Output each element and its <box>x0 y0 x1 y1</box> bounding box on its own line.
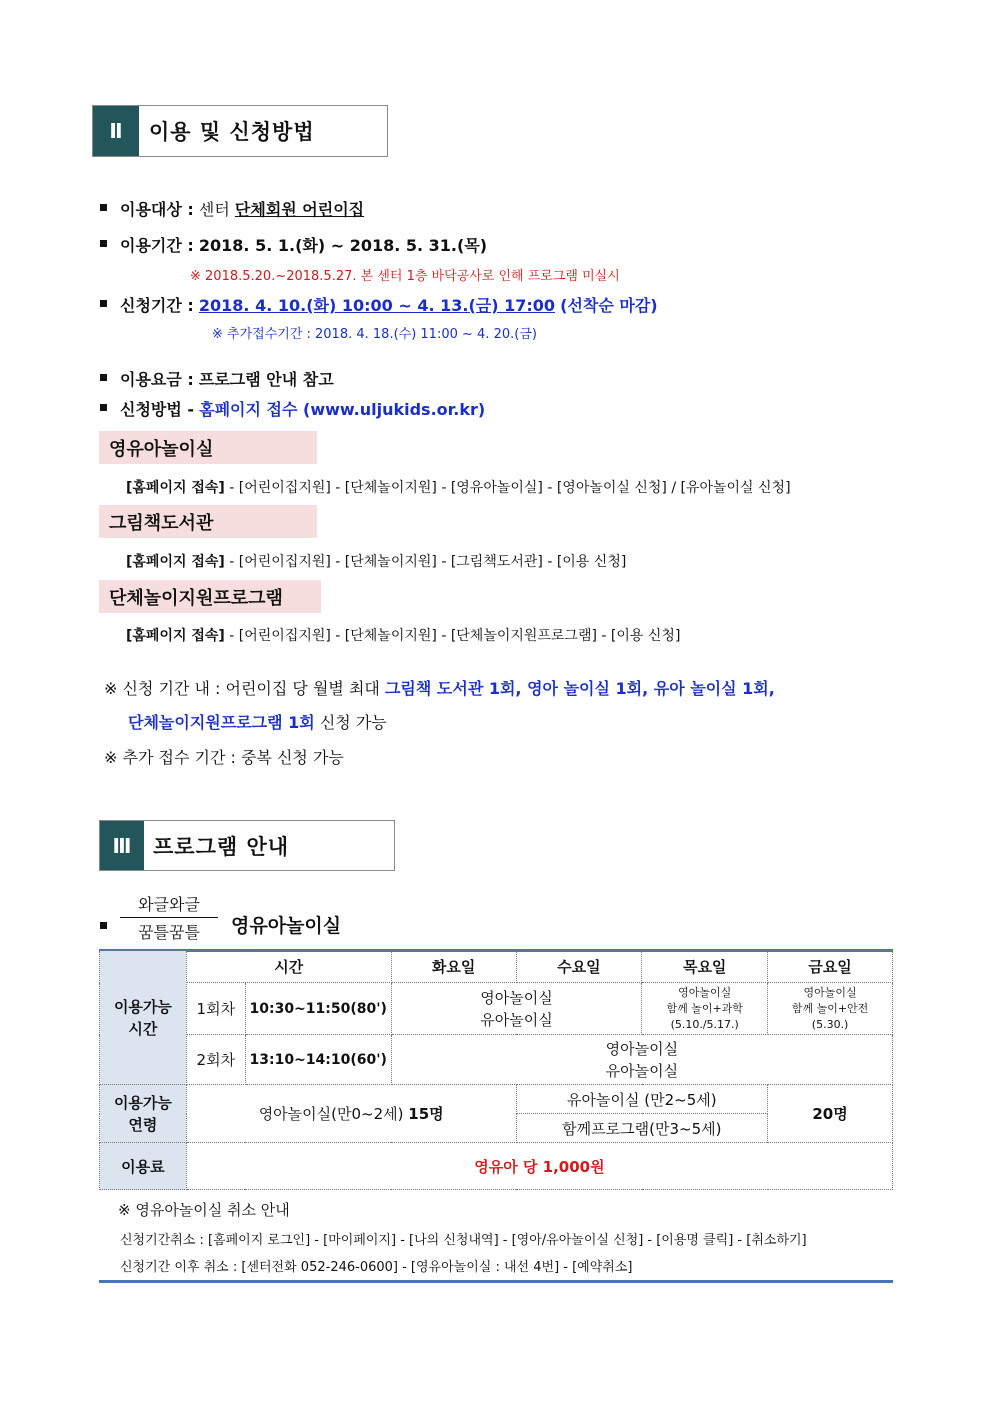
row-label-fee: 이용료 <box>100 1143 187 1190</box>
section-2-header <box>92 105 388 157</box>
program-name: 영유아놀이실 <box>231 915 342 937</box>
row-label-age: 이용가능 연령 <box>100 1085 187 1143</box>
bullet-icon <box>100 240 107 247</box>
table-bottom-border <box>99 1280 893 1283</box>
apply-line <box>120 293 658 316</box>
apply-note: ※ 추가접수기간 : 2018. 4. 18.(수) 11:00 ~ 4. 20.(금) <box>212 327 537 342</box>
method-label: 신청방법 - <box>120 400 195 419</box>
period-note: ※ 2018.5.20.~2018.5.27. 본 센터 1층 바닥공사로 인해 프로그램 미실시 <box>190 269 620 284</box>
session-2-label: 2회차 <box>186 1035 245 1085</box>
program-top: 와글와글 <box>120 892 218 918</box>
path-steps: - [어린이집지원] - [단체놀이지원] - [그림책도서관] - [이용 신청] <box>224 554 627 570</box>
row-label-time: 이용가능 시간 <box>100 951 187 1085</box>
age-toddler-count: 20명 <box>768 1085 893 1143</box>
fee-label: 이용요금 : <box>120 370 194 389</box>
header-fri: 금요일 <box>768 951 893 983</box>
section-3-number: Ⅲ <box>100 821 144 870</box>
period-value: 2018. 5. 1.(화) ~ 2018. 5. 31.(목) <box>198 236 488 255</box>
section-3-header <box>99 820 395 871</box>
path-home: [홈페이지 접속] <box>126 628 225 644</box>
program-prefix <box>120 892 218 943</box>
session-1-time: 10:30~11:50(80') <box>245 983 391 1035</box>
age-infant-count: 15명 <box>408 1105 444 1123</box>
section-2-title: 이용 및 신청방법 <box>149 120 315 144</box>
age-infant <box>186 1085 516 1143</box>
category-title: 영유아놀이실 <box>99 431 317 464</box>
session-1-label: 1회차 <box>186 983 245 1035</box>
apply-label: 신청기간 : <box>120 296 194 315</box>
section-2-number: Ⅱ <box>93 106 139 156</box>
limit-note <box>104 676 775 699</box>
bullet-icon <box>100 374 107 381</box>
target-prefix: 센터 <box>198 200 230 219</box>
method-line <box>120 397 485 420</box>
category-title: 그림책도서관 <box>99 505 317 538</box>
extra-note: ※ 추가 접수 기간 : 중복 신청 가능 <box>104 748 344 767</box>
program-bottom: 꿈틀꿈틀 <box>138 923 200 942</box>
category-path <box>126 551 626 571</box>
session-2-time: 13:10~14:10(60') <box>245 1035 391 1085</box>
limit-note-2 <box>128 710 387 733</box>
fee-line <box>120 367 334 390</box>
session-2-all: 영아놀이실 유아놀이실 <box>391 1035 892 1085</box>
target-line <box>120 197 364 220</box>
bullet-icon <box>100 922 107 929</box>
period-line <box>120 233 487 256</box>
category-path <box>126 625 680 645</box>
schedule-table <box>99 950 893 1190</box>
header-wed: 수요일 <box>516 951 642 983</box>
apply-suffix: (선착순 마감) <box>560 296 658 315</box>
header-tue: 화요일 <box>391 951 516 983</box>
cancel-line-2: 신청기간 이후 취소 : [센터전화 052-246-0600] - [영유아놀이실 : 내선 4번] - [예약취소] <box>120 1260 633 1275</box>
age-toddler: 유아놀이실 (만2~5세) <box>516 1085 768 1114</box>
method-value: 홈페이지 접수 (www.uljukids.or.kr) <box>199 400 486 419</box>
path-home: [홈페이지 접속] <box>126 554 225 570</box>
limit-blue-1: 그림책 도서관 1회, 영아 놀이실 1회, 유아 놀이실 1회, <box>384 679 775 698</box>
path-steps: - [어린이집지원] - [단체놀이지원] - [영유아놀이실] - [영아놀이실 신청] / [유아놀이실 신청] <box>224 480 791 496</box>
age-together: 함께프로그램(만3~5세) <box>516 1114 768 1143</box>
bullet-icon <box>100 300 107 307</box>
session-1-fri: 영아놀이실 함께 놀이+안전 (5.30.) <box>768 983 893 1035</box>
bullet-icon <box>100 404 107 411</box>
cancel-title: ※ 영유아놀이실 취소 안내 <box>118 1201 290 1219</box>
path-steps: - [어린이집지원] - [단체놀이지원] - [단체놀이지원프로그램] - [이용 신청] <box>224 628 681 644</box>
header-time: 시간 <box>186 951 391 983</box>
period-label: 이용기간 : <box>120 236 194 255</box>
category-path <box>126 477 791 497</box>
limit-suffix: 신청 가능 <box>319 713 387 732</box>
path-home: [홈페이지 접속] <box>126 480 225 496</box>
session-1-thu: 영아놀이실 함께 놀이+과학 (5.10./5.17.) <box>642 983 768 1035</box>
cancel-line-1: 신청기간취소 : [홈페이지 로그인] - [마이페이지] - [나의 신청내역] - [영아/유아놀이실 신청] - [이용명 클릭] - [취소하기] <box>120 1233 807 1248</box>
limit-prefix: ※ 신청 기간 내 : 어린이집 당 월별 최대 <box>104 679 380 698</box>
section-3-title: 프로그램 안내 <box>153 834 290 859</box>
limit-blue-2: 단체놀이지원프로그램 1회 <box>128 713 315 732</box>
target-label: 이용대상 : <box>120 200 194 219</box>
fee-cell: 영유아 당 1,000원 <box>186 1143 892 1190</box>
category-title: 단체놀이지원프로그램 <box>99 580 321 613</box>
fee-value: 프로그램 안내 참고 <box>198 370 334 389</box>
bullet-icon <box>100 204 107 211</box>
header-thu: 목요일 <box>642 951 768 983</box>
apply-value: 2018. 4. 10.(화) 10:00 ~ 4. 13.(금) 17:00 <box>198 296 556 315</box>
target-value: 단체회원 어린이집 <box>234 200 365 219</box>
age-infant-label: 영아놀이실(만0~2세) <box>258 1105 404 1123</box>
session-1-tue-wed: 영아놀이실 유아놀이실 <box>391 983 642 1035</box>
